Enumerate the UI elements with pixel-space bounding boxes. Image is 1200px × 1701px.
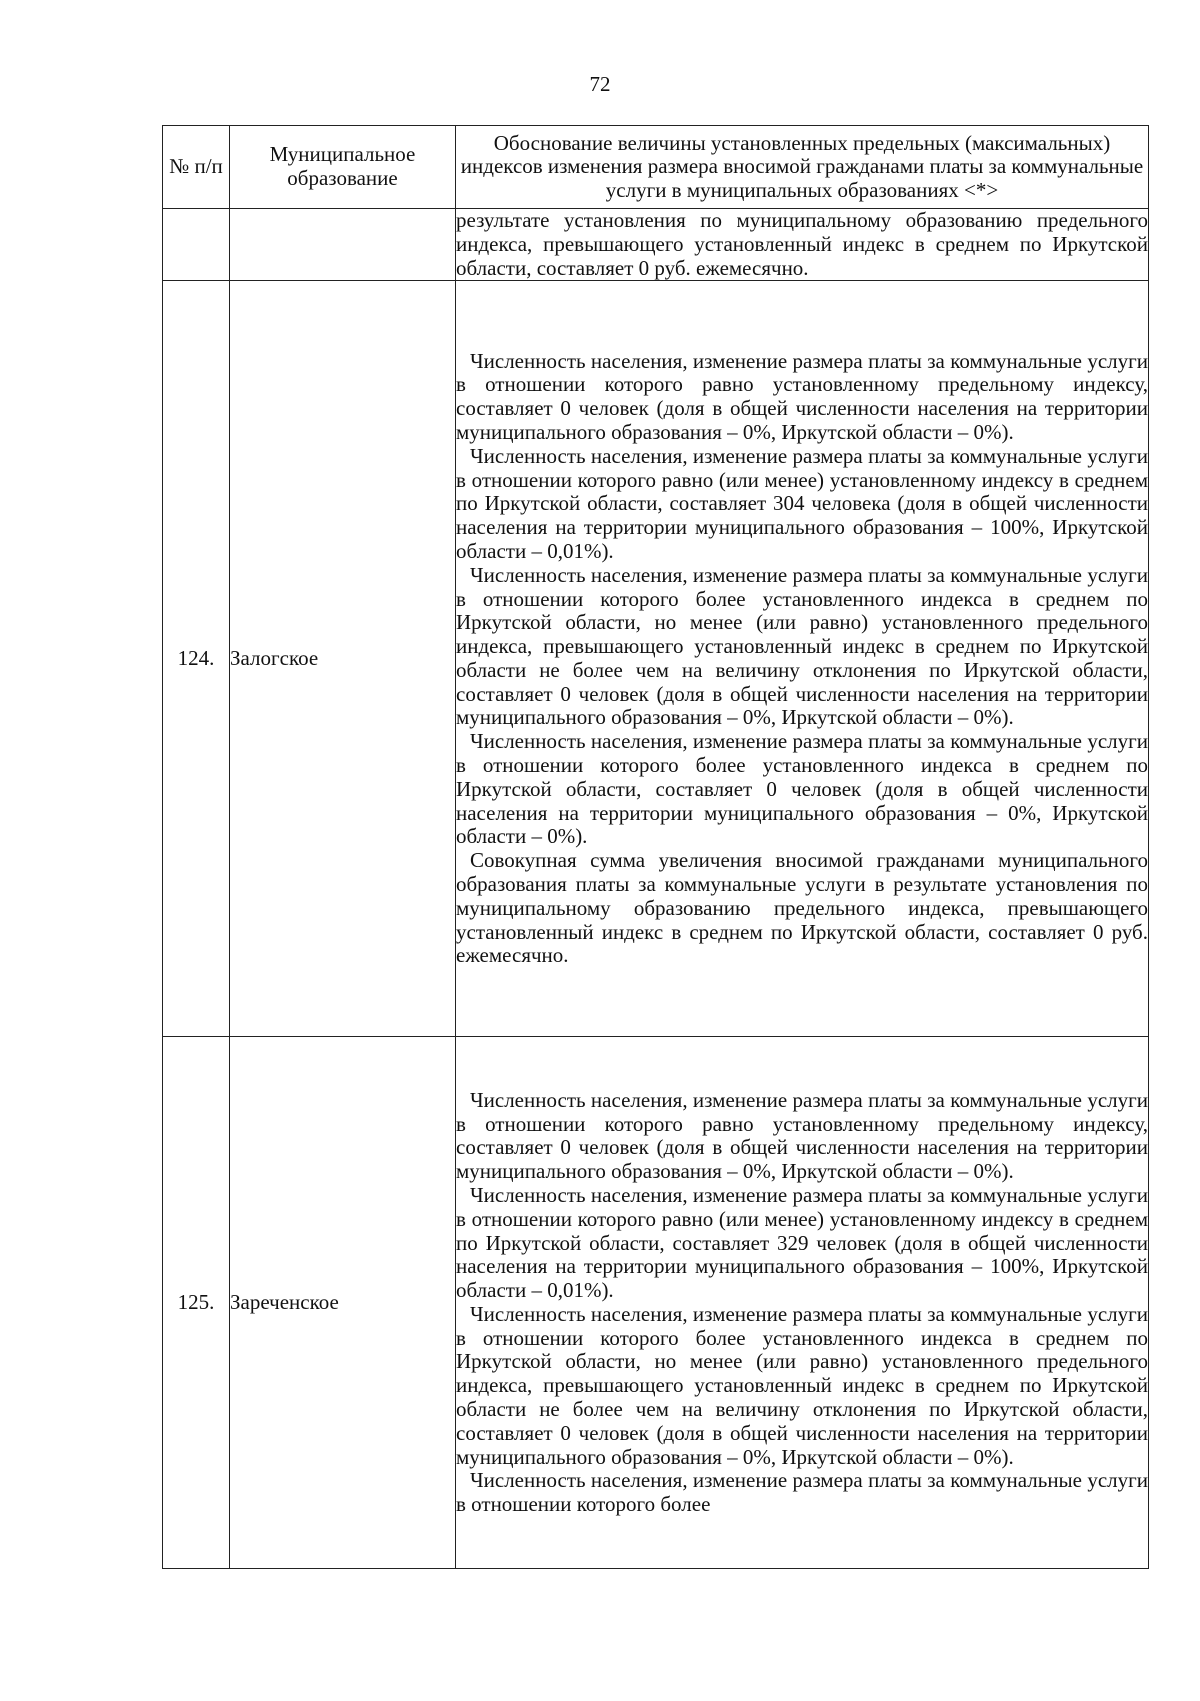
table-row bbox=[163, 281, 1149, 1037]
paragraph: Численность населения, изменение размера платы за коммунальные услуги в отношении которого равно (или менее) установленному индексу в среднем по Иркутской области, составляет 304 человека (доля в общей численности населения на территории муниципального образования – 100%, Иркутской области – 0,01%). bbox=[456, 443, 1148, 563]
row-justification bbox=[456, 209, 1149, 281]
table-row-continuation bbox=[163, 209, 1149, 281]
indices-table bbox=[162, 125, 1149, 1569]
row-justification bbox=[456, 1037, 1149, 1569]
row-municipality: Зареченское bbox=[230, 1037, 456, 1569]
row-municipality bbox=[230, 209, 456, 281]
header-justification: Обоснование величины установленных предельных (максимальных) индексов изменения размера вносимой гражданами платы за коммунальные услуги в муниципальных образованиях <*> bbox=[456, 126, 1149, 209]
row-municipality: Залогское bbox=[230, 281, 456, 1037]
row-justification bbox=[456, 281, 1149, 1037]
paragraph: Совокупная сумма увеличения вносимой гражданами муниципального образования платы за коммунальные услуги в результате установления по муниципальному образованию предельного индекса, превышающего установленный индекс в среднем по Иркутской области, составляет 0 руб. ежемесячно. bbox=[456, 848, 1148, 968]
paragraph: Численность населения, изменение размера платы за коммунальные услуги в отношении которого равно (или менее) установленному индексу в среднем по Иркутской области, составляет 329 человек (доля в общей численности населения на территории муниципального образования – 100%, Иркутской области – 0,01%). bbox=[456, 1182, 1148, 1303]
paragraph: Численность населения, изменение размера платы за коммунальные услуги в отношении которого равно установленному предельному индексу, составляет 0 человек (доля в общей численности населения на территории муниципального образования – 0%, Иркутской области – 0%). bbox=[456, 1087, 1148, 1184]
paragraph: результате установления по муниципальному образованию предельного индекса, превышающего установленный индекс в среднем по Иркутской области, составляет 0 руб. ежемесячно. bbox=[456, 208, 1148, 280]
row-number: 124. bbox=[163, 281, 230, 1037]
paragraph: Численность населения, изменение размера платы за коммунальные услуги в отношении которого более установленного индекса в среднем по Иркутской области, но менее (или равно) установленного предельного индекса, превышающего установленный индекс в среднем по Иркутской области не более чем на величину отклонения по Иркутской области, составляет 0 человек (доля в общей численности населения на территории муниципального образования – 0%, Иркутской области – 0%). bbox=[456, 1301, 1148, 1469]
table-row bbox=[163, 1037, 1149, 1569]
paragraph: Численность населения, изменение размера платы за коммунальные услуги в отношении которого более bbox=[456, 1468, 1148, 1517]
header-municipality: Муниципальное образование bbox=[230, 126, 456, 209]
row-number: 125. bbox=[163, 1037, 230, 1569]
header-number: № п/п bbox=[163, 126, 230, 209]
page-number: 72 bbox=[589, 72, 611, 96]
table-header-row bbox=[163, 126, 1149, 209]
paragraph: Численность населения, изменение размера платы за коммунальные услуги в отношении которого более установленного индекса в среднем по Иркутской области, составляет 0 человек (доля в общей численности населения на территории муниципального образования – 0%, Иркутской области – 0%). bbox=[456, 729, 1148, 849]
row-number bbox=[163, 209, 230, 281]
paragraph: Численность населения, изменение размера платы за коммунальные услуги в отношении которого равно установленному предельному индексу, составляет 0 человек (доля в общей численности населения на территории муниципального образования – 0%, Иркутской области – 0%). bbox=[456, 348, 1148, 444]
paragraph: Численность населения, изменение размера платы за коммунальные услуги в отношении которого более установленного индекса в среднем по Иркутской области, но менее (или равно) установленного предельного индекса, превышающего установленный индекс в среднем по Иркутской области не более чем на величину отклонения по Иркутской области, составляет 0 человек (доля в общей численности населения на территории муниципального образования – 0%, Иркутской области – 0%). bbox=[456, 562, 1148, 730]
